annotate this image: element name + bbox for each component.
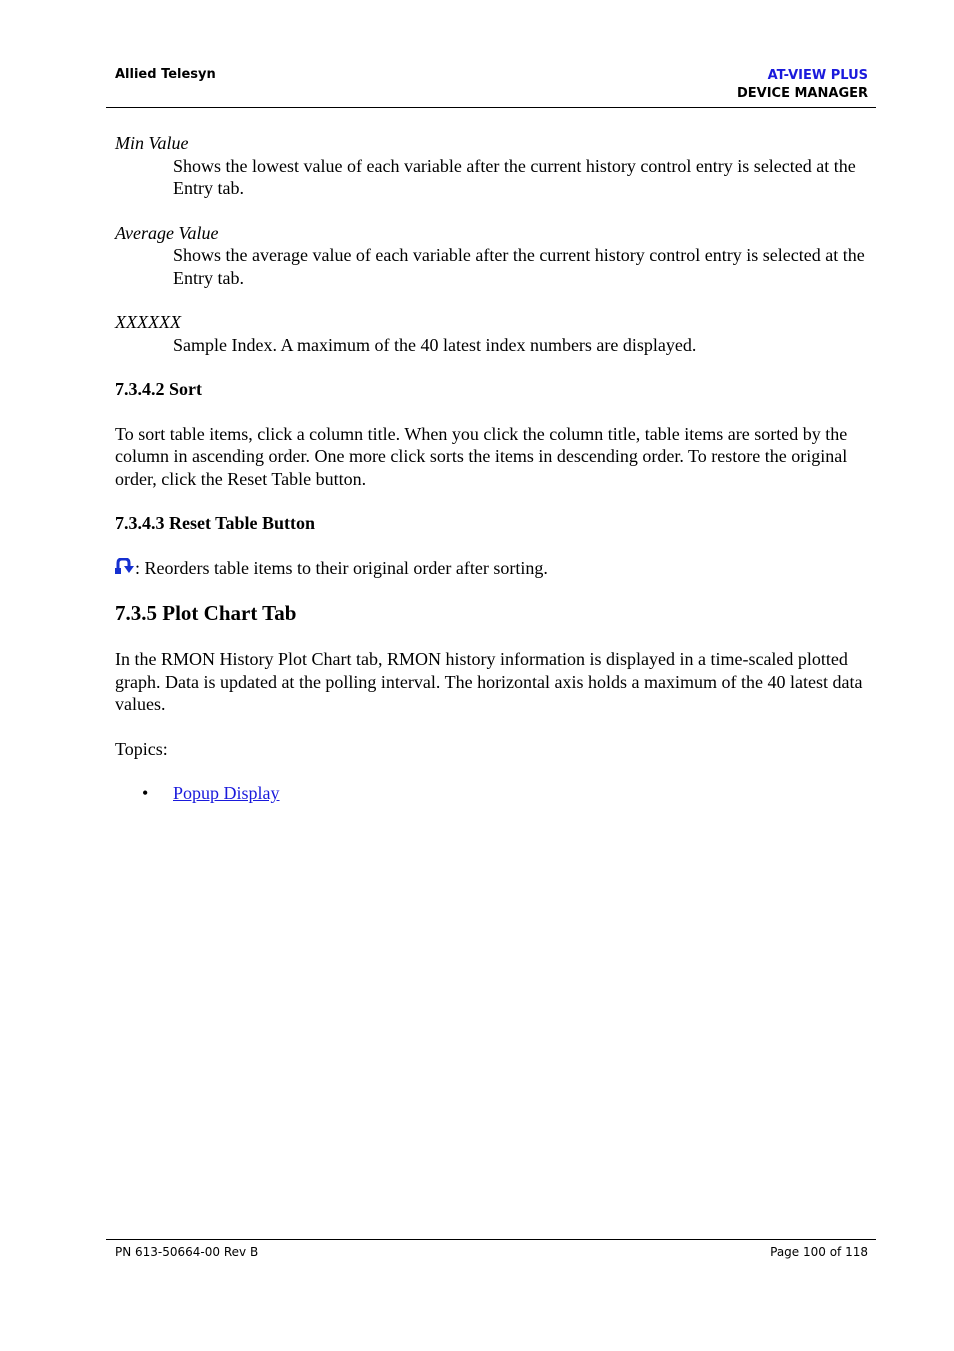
header-module: DEVICE MANAGER — [736, 86, 868, 101]
header-rule — [106, 107, 876, 108]
list-item — [115, 782, 875, 805]
header-title — [737, 67, 868, 103]
popup-display-link[interactable]: Popup Display — [173, 783, 280, 803]
header-product: AT-VIEW PLUS — [767, 68, 868, 83]
sort-heading: 7.3.4.2 Sort — [115, 379, 202, 399]
footer-part-number: PN 613-50664-00 Rev B — [115, 1245, 259, 1259]
definition-term: XXXXXX — [115, 312, 181, 332]
topics-label: Topics: — [115, 738, 168, 759]
footer-rule — [106, 1239, 876, 1240]
sort-text: To sort table items, click a column title. When you click the column title, table items are sorted by the column in ascending order. One more click sorts the items in descending order. To restore the original order, click the Reset Table button. — [115, 423, 848, 489]
definition-term: Average Value — [115, 222, 219, 243]
definition-min-value — [115, 132, 875, 200]
reset-description — [115, 557, 875, 580]
page-content — [115, 132, 875, 805]
definition-desc: Sample Index. A maximum of the 40 latest index numbers are displayed. — [173, 334, 697, 355]
reset-table-icon[interactable] — [115, 558, 135, 576]
bullet-icon: • — [142, 783, 149, 803]
plot-text: In the RMON History Plot Chart tab, RMON history information is displayed in a time-scaled plotted graph. Data is updated at the polling interval. The horizontal axis holds a maximum of the 40 latest data values. — [115, 649, 863, 714]
definition-desc: Shows the lowest value of each variable after the current history control entry is selected at the Entry tab. — [173, 155, 856, 198]
definition-term: Min Value — [115, 133, 189, 153]
reset-text: : Reorders table items to their original order after sorting. — [135, 557, 548, 578]
definition-average-value — [115, 222, 875, 290]
footer-page-number: Page 100 of 118 — [770, 1245, 868, 1259]
definition-sample-index — [115, 311, 875, 356]
topics-list — [115, 782, 875, 805]
definition-desc: Shows the average value of each variable after the current history control entry is selected at the Entry tab. — [173, 245, 865, 288]
plot-heading: 7.3.5 Plot Chart Tab — [115, 601, 297, 625]
header-company: Allied Telesyn — [115, 67, 216, 82]
reset-heading: 7.3.4.3 Reset Table Button — [115, 513, 316, 533]
